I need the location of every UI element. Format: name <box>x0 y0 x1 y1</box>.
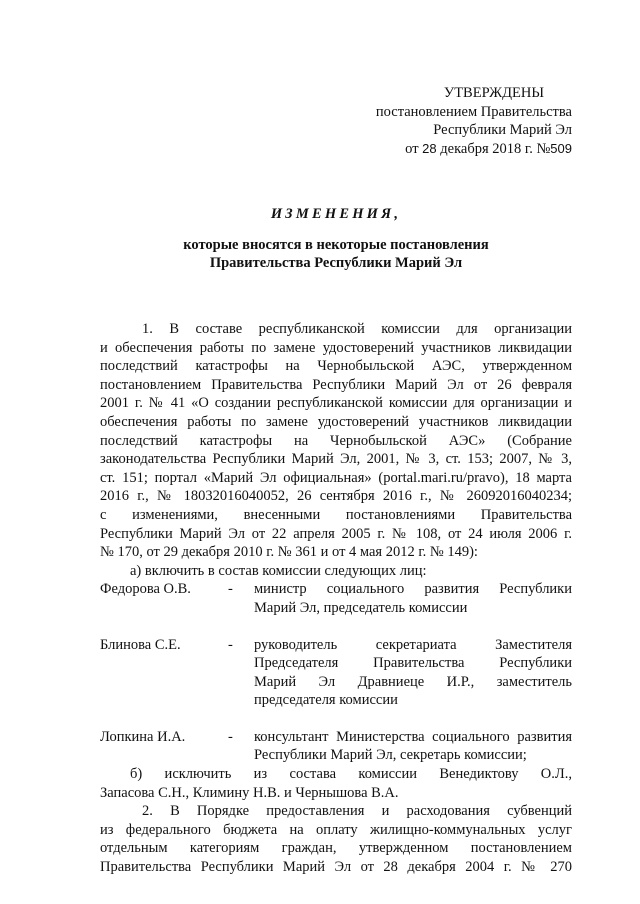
position-line: Председателя Правительства Республики <box>254 655 572 672</box>
position-line: министр социального развития Республики <box>254 581 572 598</box>
document-title <box>100 205 572 273</box>
paragraph-line: 2001 г. № 41 «О создании республиканской комиссии для организации и <box>100 395 572 412</box>
resolution-number: 509 <box>550 140 572 156</box>
approval-title: УТВЕРЖДЕНЫ <box>443 85 544 101</box>
item-b-line: Запасова С.Н., Климину Н.В. и Чернышова В.А. <box>100 784 399 801</box>
member-row <box>100 580 572 617</box>
paragraph-line: с изменениями, внесенными постановлениями Правительства <box>100 506 572 523</box>
paragraph-line: ст. 151; портал «Марий Эл официальная» (portal.mari.ru/pravo), 18 марта <box>100 469 572 486</box>
date-rest: декабря 2018 г. № <box>440 140 551 157</box>
paragraph-line: последствий катастрофы на Чернобыльской АЭС» (Собрание <box>100 432 572 449</box>
member-position <box>254 636 572 710</box>
paragraph-line: Республики Марий Эл от 22 апреля 2005 г. № 108, от 24 июля 2006 г. <box>100 525 572 542</box>
approval-date <box>340 140 572 159</box>
position-line: председателя комиссии <box>254 692 398 709</box>
date-day: 28 <box>422 140 437 156</box>
paragraph-line: постановлением Правительства Республики Марий Эл от 26 февраля <box>100 376 572 393</box>
paragraph-line: отдельным категориям граждан, утвержденном постановлением <box>100 840 572 857</box>
document-body <box>100 320 572 877</box>
title-heading: ИЗМЕНЕНИЯ, <box>270 206 402 222</box>
paragraph-line: 2016 г., № 18032016040052, 26 сентября 2016 г., № 26092016040234; <box>100 488 572 505</box>
member-row <box>100 728 572 765</box>
member-name: Федорова О.В. <box>100 581 191 598</box>
position-line: Республики Марий Эл, секретарь комиссии; <box>254 747 527 764</box>
position-line: Марий Эл Дравниеце И.Р., заместитель <box>254 673 572 690</box>
member-name: Лопкина И.А. <box>100 728 186 745</box>
member-position <box>254 580 572 617</box>
member-dash: - <box>228 581 233 598</box>
position-line: руководитель секретариата Заместителя <box>254 636 572 653</box>
title-subtitle: Правительства Республики Марий Эл <box>209 255 463 272</box>
paragraph-line: Правительства Республики Марий Эл от 28 декабря 2004 г. № 270 <box>100 859 572 876</box>
member-dash: - <box>228 728 233 745</box>
member-position <box>254 728 572 765</box>
paragraph-line: 2. В Порядке предоставления и расходования субвенций <box>142 803 572 820</box>
item-a: а) включить в состав комиссии следующих лиц: <box>130 562 427 579</box>
paragraph-line: и обеспечения работы по замене удостоверений участников ликвидации <box>100 339 572 356</box>
paragraph-line: из федерального бюджета на оплату жилищно-коммунальных услуг <box>100 821 572 838</box>
date-prefix: от <box>405 140 419 157</box>
paragraph-line: последствий катастрофы на Чернобыльской АЭС, утвержденном <box>100 358 572 375</box>
spacer <box>100 618 572 636</box>
approval-line: Республики Марий Эл <box>433 122 572 139</box>
approval-stamp <box>340 84 572 158</box>
position-line: консультант Министерства социального развития <box>254 728 572 745</box>
approval-line: постановлением Правительства <box>375 103 572 120</box>
paragraph-line: № 170, от 29 декабря 2010 г. № 361 и от 4 мая 2012 г. № 149): <box>100 544 478 561</box>
title-subtitle: которые вносятся в некоторые постановления <box>183 236 489 253</box>
position-line: Марий Эл, председатель комиссии <box>254 599 468 616</box>
paragraph-line: законодательства Республики Марий Эл, 2001, № 3, ст. 153; 2007, № 3, <box>100 451 572 468</box>
spacer <box>100 710 572 728</box>
member-name: Блинова С.Е. <box>100 636 181 653</box>
member-row <box>100 636 572 710</box>
paragraph-line: обеспечения работы по замене удостоверений участников ликвидации <box>100 413 572 430</box>
member-dash: - <box>228 636 233 653</box>
paragraph-line: 1. В составе республиканской комиссии для организации <box>142 321 572 337</box>
item-b-line: б) исключить из состава комиссии Венедиктову О.Л., <box>130 766 572 783</box>
